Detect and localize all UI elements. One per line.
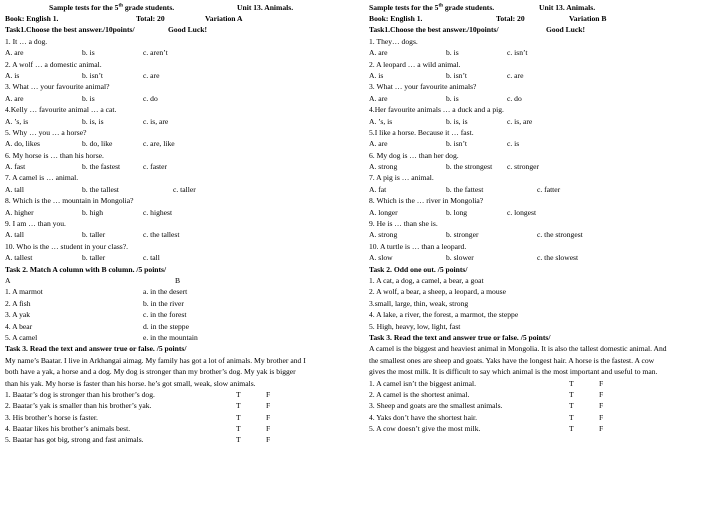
answer-option: c. stronger xyxy=(507,162,540,172)
question-line xyxy=(5,150,360,161)
reading-text-line xyxy=(5,378,360,389)
true-false-row xyxy=(5,434,360,445)
false-option: F xyxy=(599,424,604,434)
answer-option: c. aren’t xyxy=(143,48,168,58)
answer-option: b. do, like xyxy=(82,139,113,149)
book-label: Book: English 1. xyxy=(5,14,59,23)
answer-options-line xyxy=(369,116,724,127)
answer-option: c. isn’t xyxy=(507,48,528,58)
answer-option: A. strong xyxy=(369,162,398,172)
odd-one-out-item xyxy=(369,298,724,309)
answer-options-line xyxy=(5,207,360,218)
answer-option: A. tallest xyxy=(5,253,33,263)
question-text: 1. They… dogs. xyxy=(369,36,418,46)
answer-option: A. are xyxy=(369,139,388,149)
answer-option: b. isn’t xyxy=(82,70,103,80)
question-text: 5.I like a horse. Because it … fast. xyxy=(369,127,474,137)
question-text: 10. Who is the … student in your class?. xyxy=(5,241,129,251)
question-line xyxy=(369,150,724,161)
match-item-b: a. in the desert xyxy=(143,287,188,297)
task2-heading-line xyxy=(369,264,724,275)
question-text: 6. My horse is … than his horse. xyxy=(5,150,104,160)
true-false-row xyxy=(5,412,360,423)
question-text: 7. A pig is … animal. xyxy=(369,173,434,183)
statement-text: 5. A cow doesn’t give the most milk. xyxy=(369,424,481,434)
answer-options-line xyxy=(369,184,724,195)
answer-option: A. strong xyxy=(369,230,398,240)
match-row xyxy=(5,321,360,332)
false-option: F xyxy=(599,378,604,388)
question-line xyxy=(5,36,360,47)
question-text: 4.Her favourite animals … a duck and a pig. xyxy=(369,105,504,115)
answer-option: c. is, are xyxy=(507,116,533,126)
task2-heading-line xyxy=(5,264,360,275)
match-item-a: 2. A fish xyxy=(5,298,31,308)
answer-option: A. is xyxy=(369,70,384,80)
false-option: F xyxy=(599,412,604,422)
odd-one-out-text: 4. A lake, a river, the forest, a marmot, the steppe xyxy=(369,310,519,320)
good-luck-text: Good Luck! xyxy=(168,25,208,35)
match-item-b: d. in the steppe xyxy=(143,321,189,331)
answer-option: A. tall xyxy=(5,184,24,194)
match-row xyxy=(5,309,360,320)
answer-option: b. slower xyxy=(446,253,474,263)
answer-option: b. taller xyxy=(82,253,106,263)
answer-option: b. long xyxy=(446,207,468,217)
answer-option: b. is, is xyxy=(82,116,104,126)
question-text: 3. What … your favourite animal? xyxy=(5,82,110,92)
test-title-suffix: grade students. xyxy=(122,3,175,12)
task3-heading-line xyxy=(5,343,360,354)
test-title-text: Sample tests for the 5 xyxy=(369,3,439,12)
answer-options-line xyxy=(369,70,724,81)
true-option: T xyxy=(569,412,574,422)
answer-option: b. the tallest xyxy=(82,184,119,194)
answer-options-line xyxy=(5,93,360,104)
test-title-superscript: th xyxy=(118,3,123,9)
odd-one-out-item xyxy=(369,275,724,286)
reading-text xyxy=(369,343,724,377)
task3-heading: Task 3. Read the text and answer true or false. /5 points/ xyxy=(5,344,187,354)
reading-text-line xyxy=(369,366,724,377)
total-label: Total: 20 xyxy=(496,14,525,23)
column-b-header: B xyxy=(175,275,181,285)
odd-one-out-item xyxy=(369,321,724,332)
odd-one-out-text: 3.small, large, thin, weak, strong xyxy=(369,298,469,308)
false-option: F xyxy=(266,424,271,434)
true-option: T xyxy=(236,389,241,399)
true-false-row xyxy=(369,423,724,434)
task1-heading: Task1.Choose the best answer./10points/ xyxy=(369,25,499,35)
task1-heading-line xyxy=(369,24,724,35)
false-option: F xyxy=(599,401,604,411)
true-option: T xyxy=(569,401,574,411)
match-item-b: e. in the mountain xyxy=(143,332,198,342)
answer-options-line xyxy=(369,207,724,218)
answer-option: b. high xyxy=(82,207,104,217)
answer-option: c. highest xyxy=(143,207,173,217)
false-option: F xyxy=(266,389,271,399)
question-text: 5. Why … you … a horse? xyxy=(5,127,87,137)
true-false-row xyxy=(369,389,724,400)
question-line xyxy=(5,104,360,115)
match-item-a: 5. A camel xyxy=(5,332,38,342)
answer-option: A. slow xyxy=(369,253,393,263)
answer-option: A. are xyxy=(5,48,24,58)
question-line xyxy=(369,127,724,138)
answer-options-line xyxy=(369,47,724,58)
reading-text xyxy=(5,355,360,389)
answer-option: c. is, are xyxy=(143,116,169,126)
column-a-header: A xyxy=(5,275,11,285)
false-option: F xyxy=(266,435,271,445)
answer-options-line xyxy=(5,70,360,81)
true-false-row xyxy=(5,423,360,434)
statement-text: 1. A camel isn’t the biggest animal. xyxy=(369,378,476,388)
answer-options-line xyxy=(5,116,360,127)
total-label: Total: 20 xyxy=(136,14,165,23)
book-line xyxy=(369,13,724,24)
answer-option: b. the strongest xyxy=(446,162,493,172)
true-option: T xyxy=(236,424,241,434)
answer-option: b. isn’t xyxy=(446,139,467,149)
answer-option: c. longest xyxy=(507,207,537,217)
match-column-headers xyxy=(5,275,360,286)
task1-heading: Task1.Choose the best answer./10points/ xyxy=(5,25,135,35)
question-text: 9. He is … than she is. xyxy=(369,219,438,229)
answer-option: c. the strongest xyxy=(537,230,583,240)
reading-text-content: than his yak. My horse is faster than his horse. he’s got small, weak, slow animals. xyxy=(5,378,256,388)
task2-heading: Task 2. Match A column with B column. /5 points/ xyxy=(5,264,167,274)
variation-label: Variation B xyxy=(569,14,607,23)
match-row xyxy=(5,298,360,309)
answer-option: b. taller xyxy=(82,230,106,240)
task3-heading-line xyxy=(369,332,724,343)
unit-title: Unit 13. Animals. xyxy=(237,3,294,12)
question-line xyxy=(5,218,360,229)
reading-text-line xyxy=(369,355,724,366)
reading-text-content: both have a yak, a horse and a dog. My dog is stronger than my brother’s dog. My yak is bigger xyxy=(5,367,296,377)
answer-options-line xyxy=(5,138,360,149)
match-item-a: 3. A yak xyxy=(5,310,31,320)
answer-option: A. longer xyxy=(369,207,398,217)
statement-text: 2. A camel is the shortest animal. xyxy=(369,389,470,399)
true-option: T xyxy=(236,435,241,445)
question-line xyxy=(5,195,360,206)
true-false-row xyxy=(5,389,360,400)
reading-text-content: gives the most milk. It is difficult to say which animal is the most important and useful to man. xyxy=(369,367,658,377)
answer-option: A. fat xyxy=(369,184,387,194)
match-item-a: 1. A marmot xyxy=(5,287,43,297)
variation-b-column xyxy=(369,0,724,434)
match-item-b: b. in the river xyxy=(143,298,184,308)
true-false-row xyxy=(5,400,360,411)
odd-one-out-text: 2. A wolf, a bear, a sheep, a leopard, a mouse xyxy=(369,287,506,297)
question-line xyxy=(369,241,724,252)
answer-options-line xyxy=(369,229,724,240)
reading-text-content: the smallest ones are sheep and goats. Yaks have the longest hair. A horse is the fastest. A cow xyxy=(369,355,655,365)
answer-option: c. tall xyxy=(143,253,160,263)
answer-option: A. do, likes xyxy=(5,139,41,149)
true-option: T xyxy=(569,378,574,388)
answer-options-line xyxy=(5,229,360,240)
answer-option: c. is xyxy=(507,139,520,149)
answer-options-line xyxy=(5,47,360,58)
reading-text-content: My name’s Baatar. I live in Arkhangai aimag. My family has got a lot of animals. My brother and I xyxy=(5,355,306,365)
answer-option: c. fatter xyxy=(537,184,561,194)
question-text: 8. Which is the … mountain in Mongolia? xyxy=(5,196,134,206)
match-row xyxy=(5,286,360,297)
statement-text: 2. Baatar’s yak is smaller than his brother’s yak. xyxy=(5,401,152,411)
question-line xyxy=(5,81,360,92)
answer-option: c. the slowest xyxy=(537,253,579,263)
answer-option: A. are xyxy=(5,93,24,103)
answer-options-line xyxy=(369,252,724,263)
answer-option: c. are xyxy=(143,70,160,80)
odd-one-out-items xyxy=(369,275,724,332)
answer-option: c. the tallest xyxy=(143,230,180,240)
question-line xyxy=(369,59,724,70)
answer-option: b. is, is xyxy=(446,116,468,126)
answer-options-line xyxy=(369,161,724,172)
question-text: 7. A camel is … animal. xyxy=(5,173,79,183)
answer-option: c. faster xyxy=(143,162,168,172)
statement-text: 5. Baatar has got big, strong and fast animals. xyxy=(5,435,144,445)
task1-heading-line xyxy=(5,24,360,35)
question-line xyxy=(5,127,360,138)
statement-text: 3. His brother’s horse is faster. xyxy=(5,412,98,422)
true-false-row xyxy=(369,400,724,411)
question-text: 2. A leopard … a wild animal. xyxy=(369,59,461,69)
answer-option: b. is xyxy=(446,93,459,103)
book-line xyxy=(5,13,360,24)
task3-heading: Task 3. Read the text and answer true or false. /5 points/ xyxy=(369,332,551,342)
question-text: 3. What … your favourite animals? xyxy=(369,82,477,92)
answer-option: A. ’s, is xyxy=(5,116,29,126)
true-false-items xyxy=(369,378,724,435)
true-false-items xyxy=(5,389,360,446)
answer-option: A. ’s, is xyxy=(369,116,393,126)
statement-text: 1. Baatar’s dog is stronger than his brother’s dog. xyxy=(5,389,155,399)
test-title-superscript: th xyxy=(438,3,443,9)
answer-option: b. is xyxy=(446,48,459,58)
answer-option: b. the fastest xyxy=(82,162,121,172)
book-label: Book: English 1. xyxy=(369,14,423,23)
answer-option: A. is xyxy=(5,70,20,80)
statement-text: 3. Sheep and goats are the smallest animals. xyxy=(369,401,503,411)
answer-option: A. higher xyxy=(5,207,34,217)
answer-option: A. are xyxy=(369,93,388,103)
question-line xyxy=(5,59,360,70)
question-text: 6. My dog is … than her dog. xyxy=(369,150,459,160)
false-option: F xyxy=(599,389,604,399)
answer-option: b. the fattest xyxy=(446,184,484,194)
task1-questions xyxy=(5,36,360,264)
answer-option: c. are, like xyxy=(143,139,175,149)
true-false-row xyxy=(369,378,724,389)
true-false-row xyxy=(369,412,724,423)
reading-text-line xyxy=(5,355,360,366)
question-text: 4.Kelly … favourite animal … a cat. xyxy=(5,105,117,115)
question-line xyxy=(369,218,724,229)
answer-option: c. taller xyxy=(173,184,196,194)
reading-text-line xyxy=(369,343,724,354)
variation-label: Variation A xyxy=(205,14,243,23)
question-text: 1. It … a dog. xyxy=(5,36,48,46)
task2-heading: Task 2. Odd one out. /5 points/ xyxy=(369,264,468,274)
match-item-b: c. in the forest xyxy=(143,310,187,320)
question-line xyxy=(369,195,724,206)
test-title-line xyxy=(369,0,724,13)
odd-one-out-text: 5. High, heavy, low, light, fast xyxy=(369,321,461,331)
answer-option: c. do xyxy=(143,93,158,103)
reading-text-content: A camel is the biggest and heaviest animal in Mongolia. It is also the tallest domestic animal. And xyxy=(369,344,667,354)
false-option: F xyxy=(266,412,271,422)
match-row xyxy=(5,332,360,343)
test-title-text: Sample tests for the 5 xyxy=(49,3,119,12)
false-option: F xyxy=(266,401,271,411)
answer-option: b. stronger xyxy=(446,230,479,240)
test-title-line xyxy=(5,0,360,13)
answer-option: c. do xyxy=(507,93,522,103)
question-line xyxy=(369,104,724,115)
odd-one-out-text: 1. A cat, a dog, a camel, a bear, a goat xyxy=(369,275,484,285)
question-text: 8. Which is the … river in Mongolia? xyxy=(369,196,484,206)
answer-options-line xyxy=(5,161,360,172)
answer-options-line xyxy=(369,138,724,149)
question-text: 9. I am … than you. xyxy=(5,219,66,229)
question-line xyxy=(369,36,724,47)
statement-text: 4. Yaks don’t have the shortest hair. xyxy=(369,412,478,422)
true-option: T xyxy=(236,401,241,411)
answer-option: A. fast xyxy=(5,162,26,172)
odd-one-out-item xyxy=(369,309,724,320)
reading-text-line xyxy=(5,366,360,377)
true-option: T xyxy=(236,412,241,422)
answer-option: b. is xyxy=(82,48,95,58)
question-text: 2. A wolf … a domestic animal. xyxy=(5,59,102,69)
odd-one-out-item xyxy=(369,286,724,297)
answer-options-line xyxy=(369,93,724,104)
answer-option: c. are xyxy=(507,70,524,80)
answer-option: b. isn’t xyxy=(446,70,467,80)
true-option: T xyxy=(569,424,574,434)
statement-text: 4. Baatar likes his brother’s animals best. xyxy=(5,424,131,434)
match-rows xyxy=(5,286,360,343)
good-luck-text: Good Luck! xyxy=(546,25,586,35)
answer-option: A. are xyxy=(369,48,388,58)
question-line xyxy=(369,172,724,183)
question-line xyxy=(369,81,724,92)
test-title-suffix: grade students. xyxy=(442,3,495,12)
answer-option: A. tall xyxy=(5,230,24,240)
match-item-a: 4. A bear xyxy=(5,321,33,331)
answer-option: b. is xyxy=(82,93,95,103)
true-option: T xyxy=(569,389,574,399)
question-text: 10. A turtle is … than a leopard. xyxy=(369,241,467,251)
answer-options-line xyxy=(5,252,360,263)
answer-options-line xyxy=(5,184,360,195)
question-line xyxy=(5,172,360,183)
unit-title: Unit 13. Animals. xyxy=(539,3,596,12)
task1-questions xyxy=(369,36,724,264)
question-line xyxy=(5,241,360,252)
variation-a-column xyxy=(5,0,360,446)
